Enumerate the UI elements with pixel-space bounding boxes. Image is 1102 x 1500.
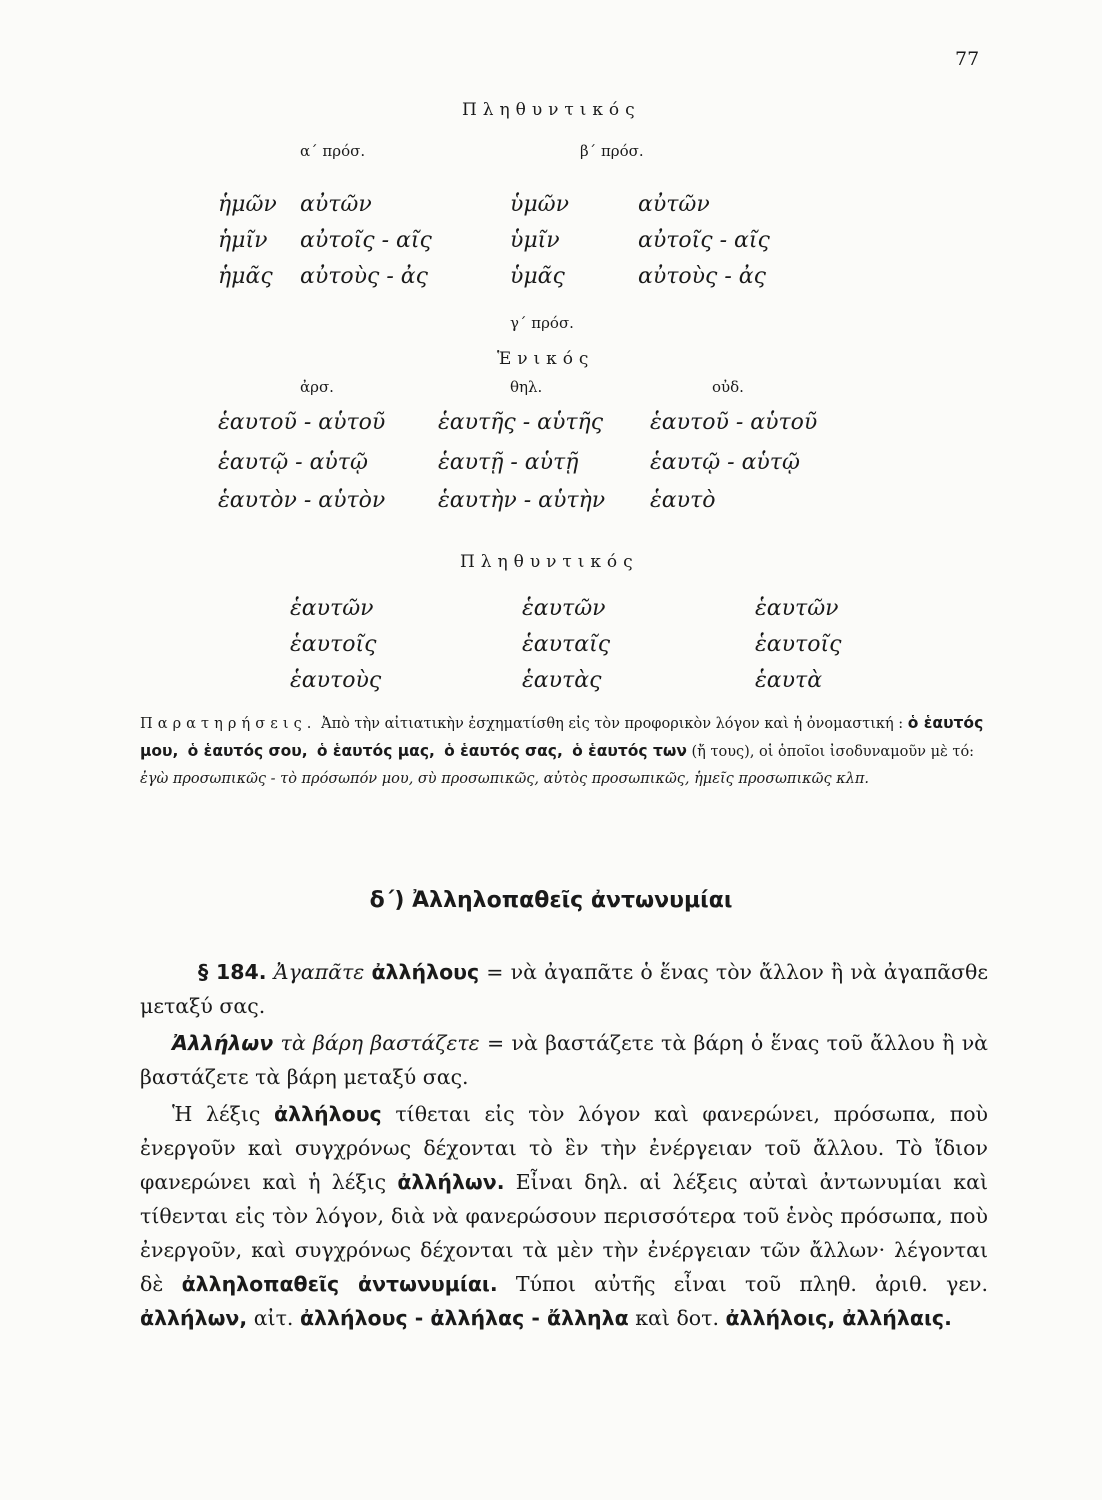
para-text: = νὰ βαστάζετε τὰ βάρη ὁ ἕνας τοῦ ἄλλου ἢ νὰ βαστάζετε τὰ βάρη μεταξύ σας. xyxy=(140,1031,989,1089)
table-cell: ἑαυτῷ - αὑτῷ xyxy=(650,450,800,475)
para-bold: ἀλλήλους xyxy=(274,1102,382,1126)
third-person-header: γ΄ πρόσ. xyxy=(510,314,574,332)
table-cell: ὑμῖν xyxy=(510,228,560,253)
gender-header-feminine: θηλ. xyxy=(510,378,543,396)
para-bold: ἀλλήλων. xyxy=(397,1170,505,1194)
table-cell: αὐτῶν xyxy=(638,192,710,217)
remarks-italic: ἐγὼ προσωπικῶς - τὸ πρόσωπόν μου, σὺ προσωπικῶς, αὐτὸς προσωπικῶς, ἡμεῖς προσωπικῶς κλπ. xyxy=(140,771,870,787)
para-bold: ἀλλήλοις, ἀλλήλαις. xyxy=(725,1306,952,1330)
para-bold: ἀλληλοπαθεῖς ἀντωνυμίαι. xyxy=(181,1272,498,1296)
paragraph-184 xyxy=(140,955,988,1023)
para-text: Εἶναι δηλ. αἱ λέξεις αὐταὶ ἀντωνυμίαι καὶ τίθενται εἰς τὸν λόγον, διὰ νὰ φανερώσουν περισσότερα τοῦ ἑνὸς πρόσωπα, ποὺ ἐνεργοῦν, καὶ συγχρόνως δέχονται τὰ μὲν τὴν ἐνέργειαν τῶν ἄλλων· λέγονται δὲ xyxy=(140,1170,988,1296)
table-cell: ἑαυτῆς - αὑτῆς xyxy=(438,410,604,435)
paragraph-allilon xyxy=(140,1026,988,1094)
paragraph-definition xyxy=(140,1097,988,1335)
para-bold: ἀλλήλους - ἀλλήλας - ἄλληλα xyxy=(299,1306,629,1330)
remarks-example: ὁ ἑαυτός σας, xyxy=(444,742,563,760)
remarks-label: Παρατηρήσεις. xyxy=(140,716,317,732)
para-bold: ἀλλήλων, xyxy=(140,1306,248,1330)
table-cell: αὐτῶν xyxy=(300,192,372,217)
table-cell: ἑαυτὰ xyxy=(755,668,823,693)
section-number: § 184. xyxy=(198,960,267,984)
table-cell: ἑαυτοὺς xyxy=(290,668,382,693)
plural-title-2: Πληθυντικός xyxy=(460,552,639,572)
para-text: τίθεται εἰς τὸν λόγον καὶ φανερώνει, πρόσωπα, ποὺ ἐνεργοῦν καὶ συγχρόνως δέχονται τὸ ἓν τὴν ἐνέργειαν τοῦ ἄλλου. Τὸ ἴδιον φανερώνει καὶ ἡ λέξις xyxy=(140,1102,989,1194)
para-text: Τύποι αὐτῆς εἶναι τοῦ πληθ. ἀριθ. γεν. xyxy=(497,1272,988,1296)
table-cell: ἑαυτῷ - αὑτῷ xyxy=(218,450,368,475)
gender-header-neuter: οὐδ. xyxy=(712,378,744,396)
remarks-text: Ἀπὸ τὴν αἰτιατικὴν ἐσχηματίσθη εἰς τὸν προφορικὸν λόγον καὶ ἡ ὀνομαστική : xyxy=(316,716,908,732)
section-heading: δ΄) Ἀλληλοπαθεῖς ἀντωνυμίαι xyxy=(369,888,733,913)
remarks-example: ὁ ἑαυτός των xyxy=(572,742,687,760)
table-cell: ἑαυτοῖς xyxy=(290,632,377,657)
table-cell: ἑαυτοῦ - αὑτοῦ xyxy=(650,410,818,435)
para-bold: ἀλλήλους xyxy=(371,960,480,984)
table-cell: ἑαυτοῦ - αὑτοῦ xyxy=(218,410,386,435)
table-cell: ἑαυτῇ - αὑτῇ xyxy=(438,450,579,475)
para-text: Ἡ λέξις xyxy=(172,1102,275,1126)
table-cell: αὐτοὺς - ἀς xyxy=(638,264,766,289)
first-person-header: α΄ πρόσ. xyxy=(300,142,366,160)
table-cell: αὐτοῖς - αῖς xyxy=(300,228,432,253)
table-cell: ἑαυτῶν xyxy=(290,596,374,621)
table-cell: ἑαυτοῖς xyxy=(755,632,842,657)
table-cell: ἑαυτὰς xyxy=(522,668,602,693)
para-italic: Ἀγαπᾶτε xyxy=(266,960,372,984)
second-person-header: β΄ πρόσ. xyxy=(580,142,644,160)
remarks-note xyxy=(140,710,990,793)
para-text: = νὰ ἀγαπᾶτε ὁ ἕνας τὸν ἄλλον ἢ νὰ ἀγαπᾶσθε μεταξύ σας. xyxy=(140,960,989,1018)
table-cell: ἑαυτῶν xyxy=(522,596,606,621)
table-cell: ἡμᾶς xyxy=(218,264,273,289)
remarks-text: (ἤ τους), οἱ ὁποῖοι ἰσοδυναμοῦν μὲ τό: xyxy=(686,744,975,760)
remarks-example: ὁ ἑαυτός σου, xyxy=(187,742,308,760)
table-cell: ἑαυτὸ xyxy=(650,488,716,513)
table-cell: αὐτοὺς - ἀς xyxy=(300,264,428,289)
table-cell: ὑμᾶς xyxy=(510,264,565,289)
table-cell: ἑαυτὸν - αὑτὸν xyxy=(218,488,386,513)
remarks-example: ὁ ἑαυτός μας, xyxy=(316,742,435,760)
table-cell: ἡμῶν xyxy=(218,192,277,217)
table-cell: ὑμῶν xyxy=(510,192,569,217)
table-cell: ἑαυτὴν - αὑτὴν xyxy=(438,488,606,513)
para-bold: Ἀλλήλων xyxy=(172,1031,274,1055)
plural-title: Πληθυντικός xyxy=(462,100,641,120)
para-text: καὶ δοτ. xyxy=(628,1306,726,1330)
table-cell: αὐτοῖς - αῖς xyxy=(638,228,770,253)
singular-title: Ἑνικός xyxy=(497,349,595,369)
gender-header-masculine: ἀρσ. xyxy=(300,378,334,396)
para-text: αἰτ. xyxy=(247,1306,300,1330)
remarks-example: ὁ ἑαυτός μου, xyxy=(140,714,984,760)
table-cell: ἑαυτῶν xyxy=(755,596,839,621)
table-cell: ἑαυταῖς xyxy=(522,632,611,657)
para-italic: τὰ βάρη βαστάζετε xyxy=(273,1031,480,1055)
page-number: 77 xyxy=(955,48,980,70)
table-cell: ἡμῖν xyxy=(218,228,268,253)
